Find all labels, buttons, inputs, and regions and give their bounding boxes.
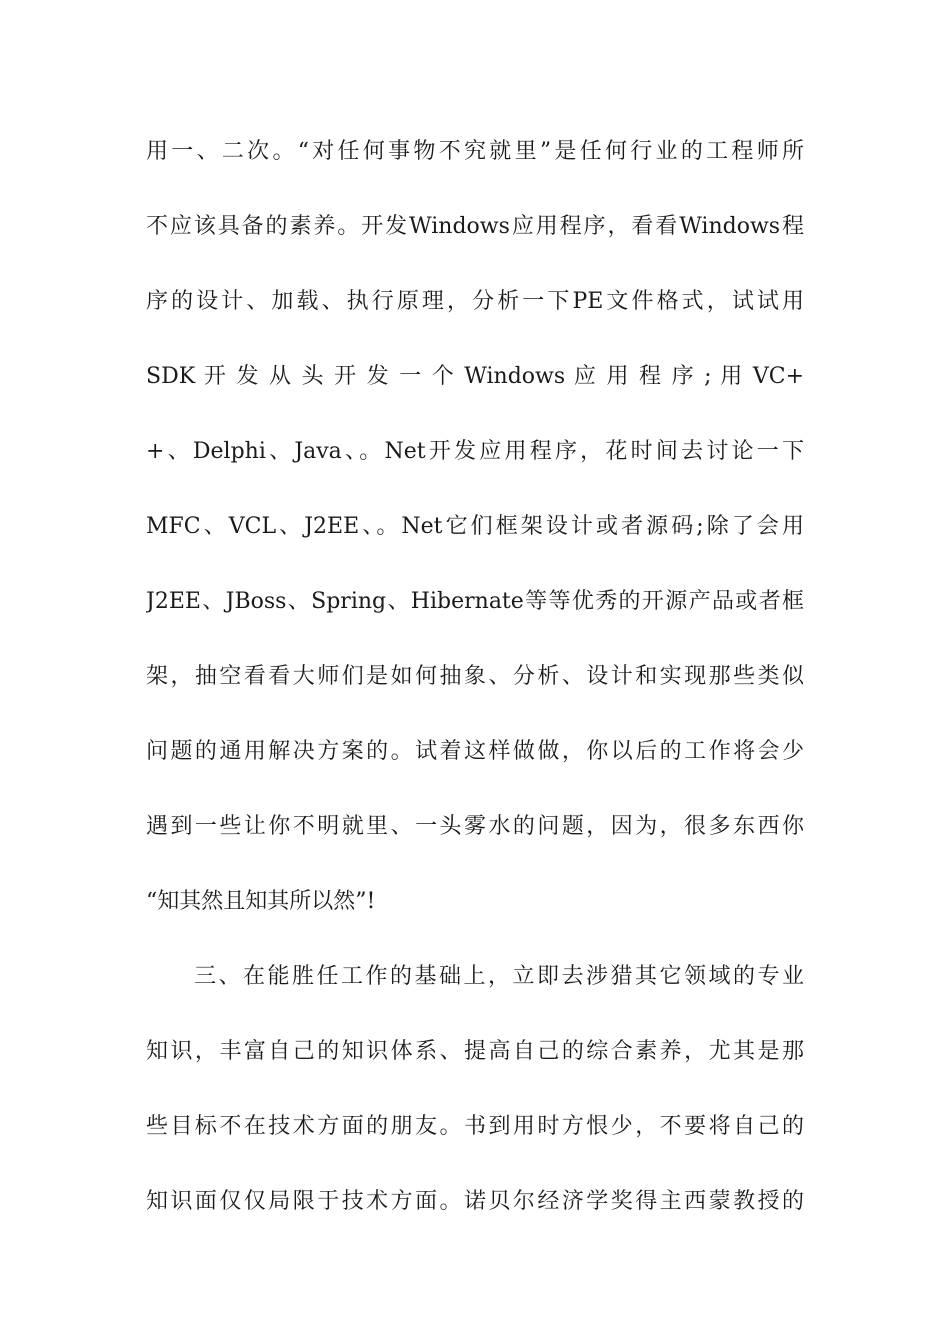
paragraph-continuation — [146, 130, 804, 955]
text-line: 问题的通用解决方案的。试着这样做做，你以后的工作将会少 — [146, 739, 804, 764]
text-line: 不应该具备的素养。开发Windows应用程序，看看Windows程 — [146, 214, 804, 239]
text-line: +、Delphi、Java、。Net开发应用程序，花时间去讨论一下 — [146, 439, 804, 464]
text-line: 架，抽空看看大师们是如何抽象、分析、设计和实现那些类似 — [146, 664, 804, 689]
text-line: MFC、VCL、J2EE、。Net它们框架设计或者源码;除了会用 — [146, 514, 804, 539]
text-line: 遇到一些让你不明就里、一头雾水的问题，因为，很多东西你 — [146, 814, 804, 839]
text-line: 知识面仅仅局限于技术方面。诺贝尔经济学奖得主西蒙教授的 — [146, 1189, 804, 1214]
text-line: 三、在能胜任工作的基础上，立即去涉猎其它领域的专业 — [194, 964, 804, 989]
document-body — [146, 130, 804, 1255]
text-line: “知其然且知其所以然”! — [146, 889, 376, 914]
text-line: 些目标不在技术方面的朋友。书到用时方恨少，不要将自己的 — [146, 1114, 804, 1139]
text-line: 知识，丰富自己的知识体系、提高自己的综合素养，尤其是那 — [146, 1039, 804, 1064]
text-line: 用一、二次。“对任何事物不究就里”是任何行业的工程师所 — [146, 139, 804, 164]
text-line: J2EE、JBoss、Spring、Hibernate等等优秀的开源产品或者框 — [146, 589, 804, 614]
paragraph-section-three — [146, 955, 804, 1255]
text-line: 序的设计、加载、执行原理，分析一下PE文件格式，试试用 — [146, 289, 804, 314]
text-line: SDK 开 发 从 头 开 发 一 个 Windows 应 用 程 序 ; 用 VC+ — [146, 364, 804, 389]
